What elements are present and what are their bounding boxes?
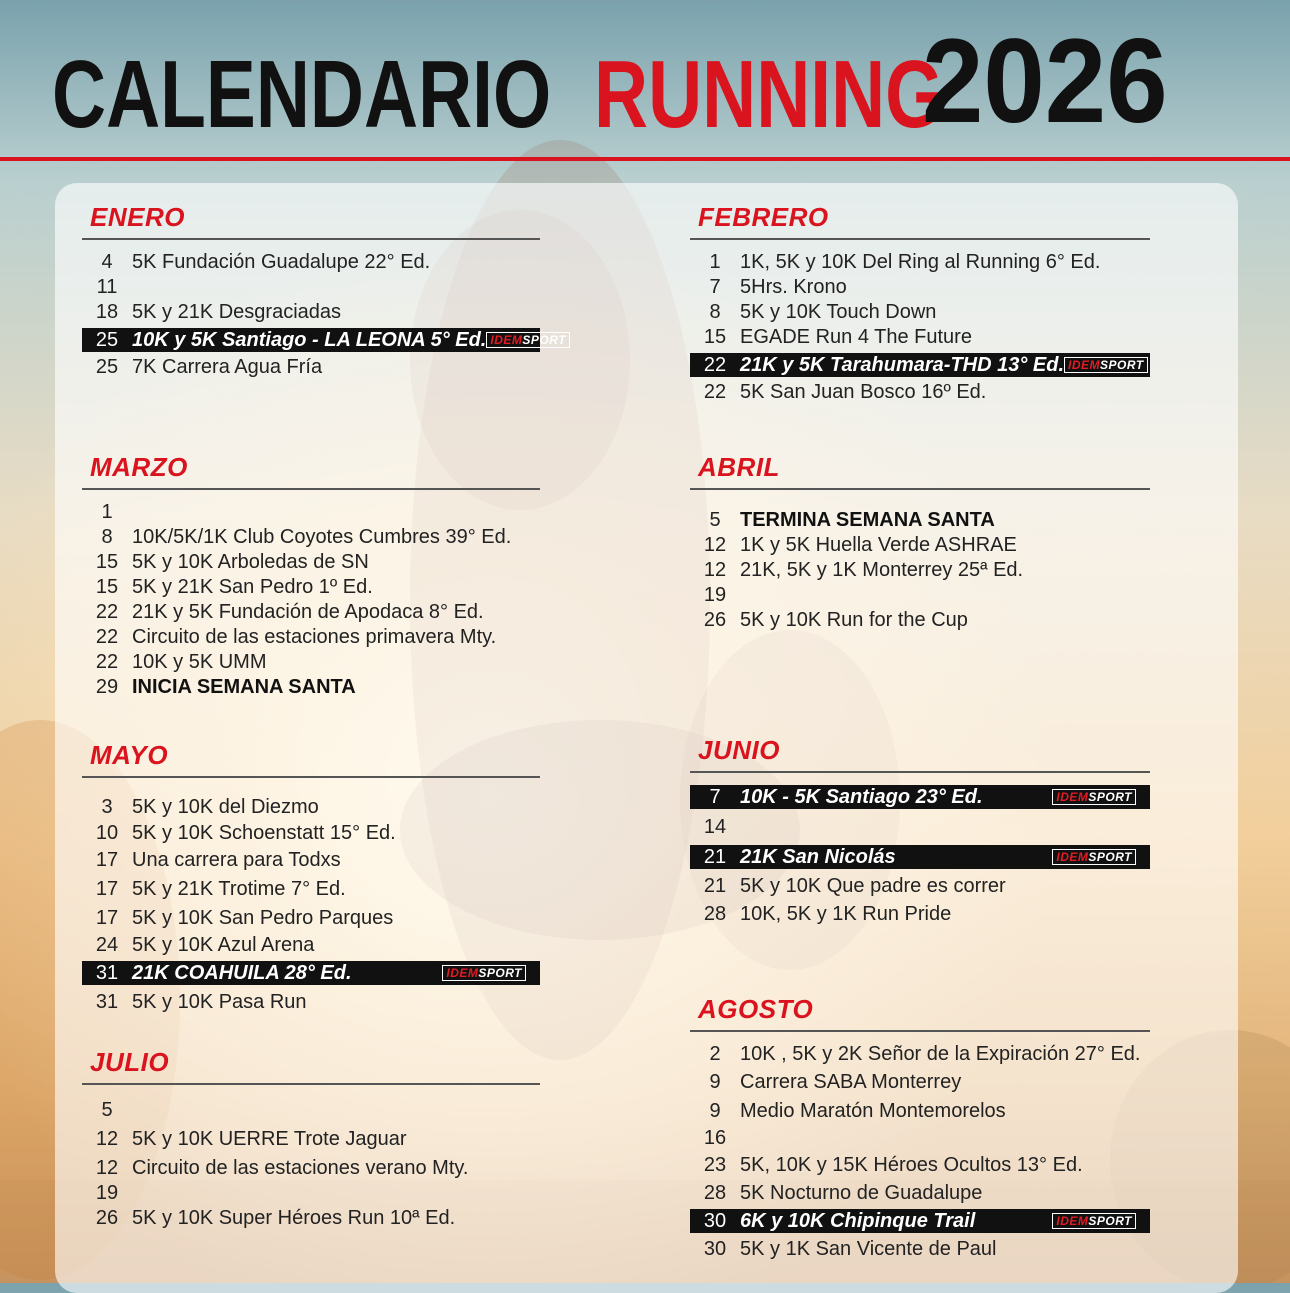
event-day: 28 [703, 902, 727, 925]
title-running: RUNNING [593, 41, 944, 148]
event-day: 16 [703, 1126, 727, 1149]
event-row [82, 1123, 540, 1155]
month-junio [690, 733, 1150, 928]
event-row [690, 1097, 1150, 1125]
month-title: ENERO [90, 202, 185, 232]
event-name: 5K y 10K Arboledas de SN [132, 551, 369, 573]
event-day: 22 [703, 381, 727, 403]
event-day: 21 [703, 874, 727, 897]
month-abril [690, 450, 1150, 633]
event-row [82, 650, 540, 675]
event-row [690, 325, 1150, 350]
event-row [690, 380, 1150, 405]
event-name: 6K y 10K Chipinque Trail [740, 1209, 976, 1232]
event-list [82, 250, 566, 380]
event-day: 9 [709, 1099, 721, 1122]
month-mayo [82, 738, 540, 1016]
event-day: 22 [95, 626, 119, 648]
month-divider [690, 488, 1150, 490]
event-name: 10K y 5K UMM [132, 651, 267, 673]
idemsport-logo: IDEMSPORT [486, 332, 570, 348]
event-list [690, 250, 1150, 405]
event-row [690, 508, 1150, 533]
event-day: 8 [709, 301, 721, 323]
event-name: EGADE Run 4 The Future [740, 326, 972, 348]
event-day: 3 [101, 795, 113, 818]
event-row-highlighted [690, 845, 1150, 869]
event-name: Medio Maratón Montemorelos [740, 1099, 1006, 1122]
event-row [82, 1097, 540, 1123]
event-name: 5K Fundación Guadalupe 22° Ed. [132, 251, 431, 273]
event-name: 5K y 10K Schoenstatt 15° Ed. [132, 821, 396, 844]
event-row [82, 275, 540, 300]
event-row [82, 846, 540, 875]
event-row [82, 250, 540, 275]
event-name: 5K y 1K San Vicente de Paul [740, 1237, 997, 1260]
event-name: 10K, 5K y 1K Run Pride [740, 902, 952, 925]
event-day: 26 [703, 609, 727, 631]
month-julio [82, 1045, 540, 1231]
event-day: 31 [95, 961, 119, 984]
month-divider [82, 776, 540, 778]
event-day: 5 [709, 509, 721, 531]
event-name: 5Hrs. Krono [740, 276, 847, 298]
event-day: 18 [95, 301, 119, 323]
month-febrero [690, 200, 1150, 405]
month-divider [690, 238, 1150, 240]
event-day: 2 [709, 1042, 721, 1065]
event-row [82, 600, 540, 625]
event-row [690, 1151, 1150, 1180]
month-title: ABRIL [698, 452, 780, 482]
month-marzo [82, 450, 540, 700]
event-name: 5K y 10K Run for the Cup [740, 609, 968, 631]
month-title: JUNIO [698, 735, 780, 765]
event-row [82, 820, 540, 846]
event-name: 5K Nocturno de Guadalupe [740, 1181, 983, 1204]
event-day: 11 [96, 276, 118, 298]
title-underline [0, 157, 1290, 161]
event-day: 1 [709, 251, 721, 273]
event-name: 5K y 10K Touch Down [740, 301, 937, 323]
event-row [690, 1068, 1150, 1097]
event-row [82, 300, 540, 325]
event-day: 17 [95, 878, 119, 900]
event-row [690, 558, 1150, 583]
month-divider [82, 1083, 540, 1085]
event-day: 25 [95, 328, 119, 351]
month-divider [82, 238, 540, 240]
event-row [690, 1125, 1150, 1151]
event-name: 10K - 5K Santiago 23° Ed. [740, 785, 983, 808]
event-day: 4 [101, 251, 113, 273]
event-row [82, 525, 540, 550]
event-row [82, 675, 540, 700]
event-day: 26 [95, 1206, 119, 1229]
event-day: 15 [703, 326, 727, 348]
month-divider [82, 488, 540, 490]
event-name: 5K y 10K San Pedro Parques [132, 906, 394, 929]
event-day: 5 [101, 1098, 113, 1121]
event-name: INICIA SEMANA SANTA [132, 676, 356, 698]
event-name: 1K y 5K Huella Verde ASHRAE [740, 534, 1017, 556]
event-row [82, 988, 540, 1016]
event-name: 5K y 10K Azul Arena [132, 933, 315, 956]
event-day: 31 [95, 990, 119, 1013]
month-title: JULIO [90, 1047, 170, 1077]
event-row-highlighted [82, 961, 540, 985]
event-row [690, 300, 1150, 325]
event-day: 30 [703, 1237, 727, 1260]
event-row [690, 1040, 1150, 1068]
event-row [82, 550, 540, 575]
event-row [82, 932, 540, 958]
event-day: 7 [709, 785, 721, 808]
event-row [82, 575, 540, 600]
event-row [82, 1205, 540, 1231]
month-title: MARZO [90, 452, 188, 482]
event-list [82, 1097, 540, 1231]
event-list [82, 500, 540, 700]
event-day: 10 [95, 821, 119, 844]
month-title: FEBRERO [698, 202, 829, 232]
event-day: 15 [95, 576, 119, 598]
event-row [82, 500, 540, 525]
event-row [690, 1236, 1150, 1262]
event-day: 14 [703, 815, 727, 838]
event-day: 30 [703, 1209, 727, 1232]
month-title: MAYO [90, 740, 169, 770]
event-name: Carrera SABA Monterrey [740, 1071, 962, 1093]
event-day: 15 [95, 551, 119, 573]
event-day: 12 [95, 1156, 119, 1179]
event-list [690, 1040, 1150, 1262]
event-name: 5K, 10K y 15K Héroes Ocultos 13° Ed. [740, 1154, 1083, 1176]
month-divider [690, 771, 1150, 773]
event-name: Circuito de las estaciones primavera Mty. [132, 626, 497, 648]
idemsport-logo: IDEMSPORT [1052, 1213, 1136, 1229]
event-row [82, 794, 540, 820]
event-day: 21 [703, 845, 727, 868]
event-name: 21K y 5K Tarahumara-THD 13° Ed. [740, 353, 1065, 376]
event-name: 1K, 5K y 10K Del Ring al Running 6° Ed. [740, 251, 1101, 273]
page-title [52, 10, 1252, 150]
event-row [82, 355, 540, 380]
event-row [690, 533, 1150, 558]
event-day: 8 [101, 526, 113, 548]
event-name: Una carrera para Todxs [132, 849, 341, 871]
event-row-highlighted [690, 1209, 1150, 1233]
event-name: 5K y 21K Trotime 7° Ed. [132, 878, 346, 900]
event-name: 5K y 10K UERRE Trote Jaguar [132, 1127, 407, 1150]
event-day: 12 [703, 534, 727, 556]
idemsport-logo: IDEMSPORT [1052, 789, 1136, 805]
event-name: 21K y 5K Fundación de Apodaca 8° Ed. [132, 601, 484, 623]
event-day: 25 [95, 356, 119, 378]
event-day: 22 [95, 651, 119, 673]
event-day: 9 [709, 1071, 721, 1093]
event-row [690, 583, 1150, 608]
event-name: Circuito de las estaciones verano Mty. [132, 1156, 469, 1179]
event-row-highlighted [690, 785, 1150, 809]
month-agosto [690, 992, 1150, 1262]
event-day: 12 [95, 1127, 119, 1150]
event-row [690, 275, 1150, 300]
event-day: 19 [95, 1181, 119, 1204]
event-row [690, 1180, 1150, 1206]
event-day: 28 [703, 1181, 727, 1204]
event-day: 24 [95, 933, 119, 956]
event-list [690, 508, 1150, 633]
event-name: 5K y 21K Desgraciadas [132, 301, 342, 323]
month-title: AGOSTO [698, 994, 814, 1024]
event-row [690, 812, 1150, 842]
event-row [82, 1181, 540, 1205]
event-row [82, 904, 540, 932]
event-row [690, 608, 1150, 633]
event-name: 5K y 10K Pasa Run [132, 990, 307, 1013]
month-enero [82, 200, 566, 380]
event-name: 10K , 5K y 2K Señor de la Expiración 27° Ed. [740, 1042, 1141, 1065]
event-day: 7 [709, 276, 721, 298]
idemsport-logo: IDEMSPORT [442, 965, 526, 981]
event-row [82, 875, 540, 904]
event-row [690, 872, 1150, 900]
event-row [690, 250, 1150, 275]
event-day: 23 [703, 1154, 727, 1176]
event-day: 17 [95, 849, 119, 871]
event-list [690, 785, 1150, 928]
event-name: 10K y 5K Santiago - LA LEONA 5° Ed. [132, 328, 487, 351]
event-day: 12 [703, 559, 727, 581]
event-name: 21K, 5K y 1K Monterrey 25ª Ed. [740, 559, 1024, 581]
event-row-highlighted [690, 353, 1150, 377]
event-day: 19 [703, 584, 727, 606]
event-list [82, 794, 540, 1016]
event-name: TERMINA SEMANA SANTA [740, 509, 995, 531]
event-day: 17 [95, 906, 119, 929]
event-row [82, 625, 540, 650]
idemsport-logo: IDEMSPORT [1052, 849, 1136, 865]
event-name: 5K y 10K Que padre es correr [740, 874, 1006, 897]
event-name: 21K San Nicolás [740, 845, 896, 868]
event-day: 29 [95, 676, 119, 698]
event-name: 21K COAHUILA 28° Ed. [132, 961, 352, 984]
title-year: 2026 [921, 14, 1168, 148]
title-calendario: CALENDARIO [52, 41, 552, 148]
event-day: 22 [703, 353, 727, 376]
event-row [690, 900, 1150, 928]
idemsport-logo: IDEMSPORT [1064, 357, 1148, 373]
event-row [82, 1155, 540, 1181]
month-divider [690, 1030, 1150, 1032]
event-name: 5K y 21K San Pedro 1º Ed. [132, 576, 373, 598]
event-name: 5K y 10K del Diezmo [132, 795, 319, 818]
event-name: 5K San Juan Bosco 16º Ed. [740, 381, 987, 403]
event-name: 7K Carrera Agua Fría [132, 356, 323, 378]
event-day: 1 [101, 501, 113, 523]
event-name: 10K/5K/1K Club Coyotes Cumbres 39° Ed. [132, 526, 512, 548]
event-name: 5K y 10K Super Héroes Run 10ª Ed. [132, 1206, 456, 1229]
event-day: 22 [95, 601, 119, 623]
event-row-highlighted [82, 328, 566, 352]
